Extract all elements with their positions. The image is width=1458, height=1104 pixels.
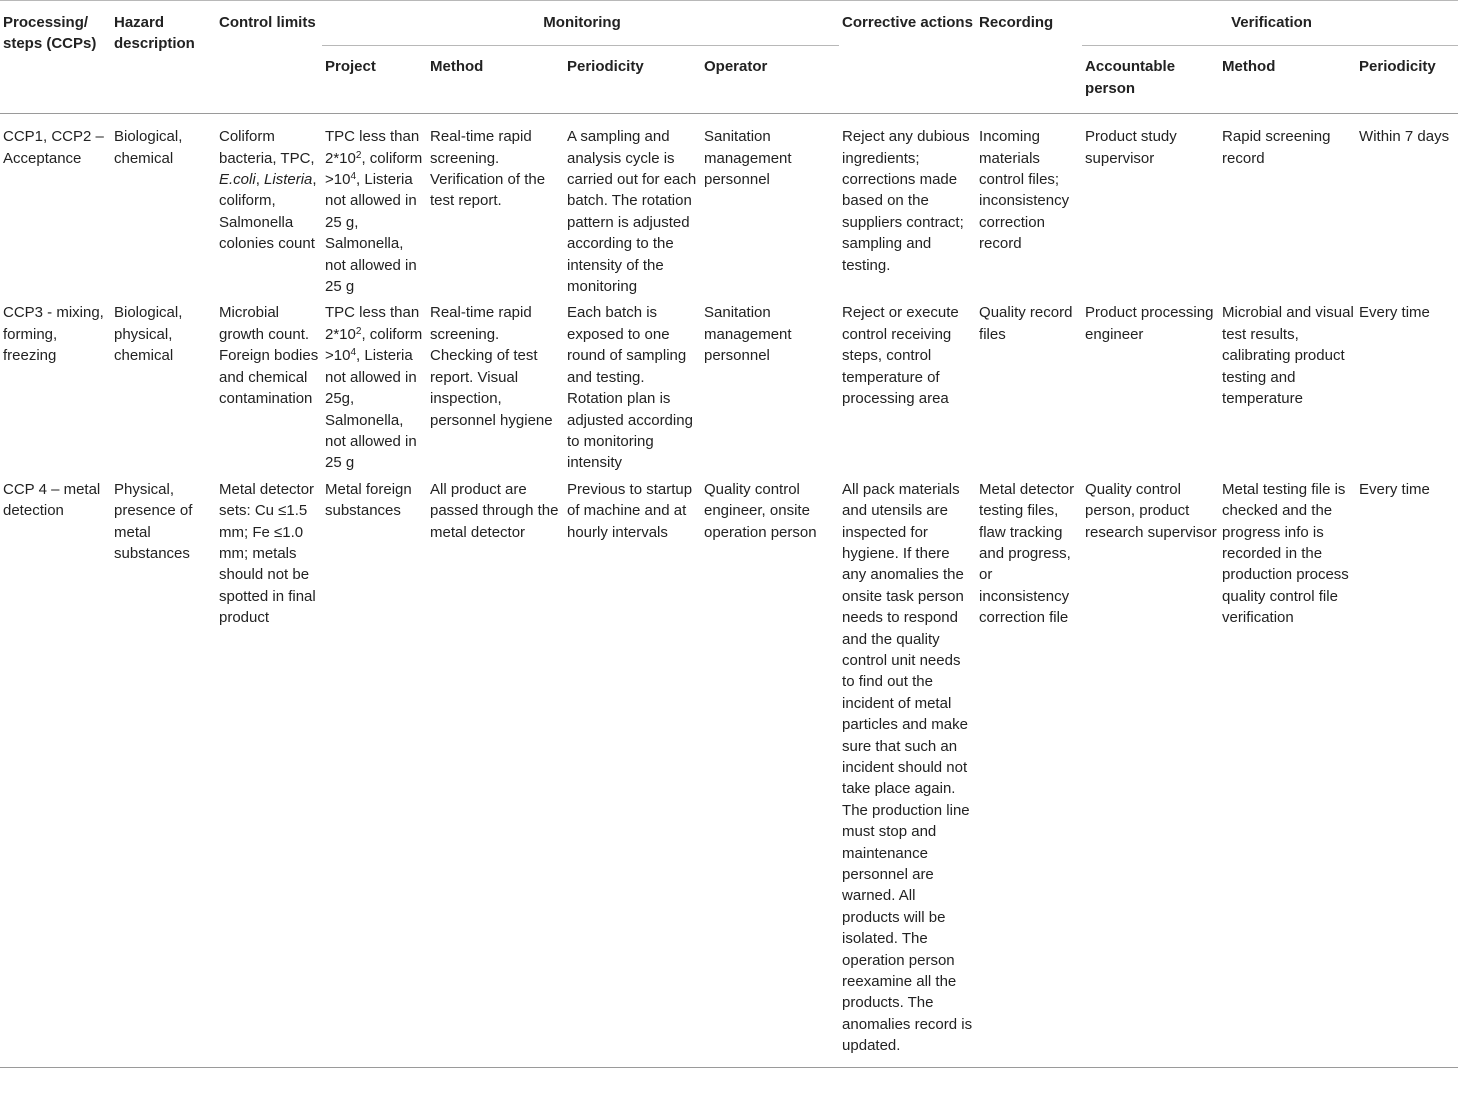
cell-verification-periodicity: Within 7 days [1359,128,1450,146]
cell-verification-periodicity: Every time [1359,480,1430,498]
cell-monitoring-project: TPC less than $2*10^2$, coliform $>10^4$, Listeria not allowed in 25 g, Salmonella, not allowed in 25 g [325,128,423,296]
cell-monitoring-periodicity: Each batch is exposed to one round of sampling and testing. Rotation plan is adjusted according to monitoring intensity [567,304,693,472]
cell-monitoring-project: Metal foreign substances [325,480,412,520]
header-corrective-actions: Corrective actions [842,14,973,31]
cell-monitoring-operator: Sanitation management personnel [704,128,792,189]
subheader-monitoring-project: Project [325,58,376,76]
subheader-verification-periodicity: Periodicity [1359,58,1436,76]
header-control-limits: Control limits [219,14,316,31]
cell-verification-method: Microbial and visual test results, calibrating product testing and temperature [1222,304,1354,408]
cell-monitoring-periodicity: A sampling and analysis cycle is carried out for each batch. The rotation pattern is adjusted according to the intensity of the monitoring [567,128,697,296]
cell-control-limits: Coliform bacteria, TPC, E.coli, Listeria, coliform, Salmonella colonies count [219,128,317,253]
cell-recording: Metal detector testing files, flaw tracking and progress, or inconsistency correction file [979,480,1075,627]
table-row [0,114,1458,299]
cell-monitoring-project: TPC less than $2*10^2$, coliform $>10^4$, Listeria not allowed in 25g, Salmonella, not allowed in 25 g [325,304,423,472]
cell-monitoring-method: All product are passed through the metal detector [430,480,559,541]
header-verification: Verification [1082,1,1458,46]
table-header [0,1,1458,114]
cell-corrective-actions: Reject any dubious ingredients; corrections made based on the suppliers contract; sampling and testing. [842,128,970,274]
cell-verification-person: Quality control person, product research supervisor [1085,480,1217,541]
cell-control-limits: Microbial growth count. Foreign bodies and chemical contamination [219,304,319,408]
cell-hazard: Biological, chemical [114,128,183,167]
cell-recording: Incoming materials control files; inconsistency correction record [979,128,1070,253]
cell-hazard: Physical, presence of metal substances [114,480,193,562]
subheader-monitoring-method: Method [430,58,484,76]
cell-monitoring-operator: Sanitation management personnel [704,304,792,365]
subheader-monitoring-periodicity: Periodicity [567,58,644,76]
header-recording: Recording [979,14,1054,31]
table-row [0,475,1458,1067]
header-hazard: Hazard description [114,14,195,53]
cell-monitoring-method: Real-time rapid screening. Checking of test report. Visual inspection, personnel hygiene [430,304,553,429]
cell-monitoring-method: Real-time rapid screening. Verification of the test report. [430,128,546,210]
subheader-verification-method: Method [1222,58,1276,76]
cell-monitoring-periodicity: Previous to startup of machine and at hourly intervals [567,480,693,541]
cell-control-limits: Metal detector sets: Cu ≤1.5 mm; Fe ≤1.0 mm; metals should not be spotted in final product [219,480,316,627]
header-processing: Processing/ steps (CCPs) [3,14,97,53]
cell-verification-method: Metal testing file is checked and the progress info is recorded in the production process quality control file verification [1222,480,1349,627]
cell-verification-person: Product processing engineer [1085,304,1214,343]
subheader-verification-person: Accountable person [1085,58,1176,97]
table-row [0,298,1458,474]
table-body [0,114,1458,1067]
cell-verification-person: Product study supervisor [1085,128,1177,167]
cell-corrective-actions: All pack materials and utensils are inspected for hygiene. If there any anomalies the onsite task person needs to respond and the quality control unit needs to find out the incident of metal particles and make sure that such an incident should not take place again. The production line must stop and maintenance personnel are warned. All products will be isolated. The operation person reexamine all the products. The anomalies record is updated. [842,480,973,1055]
cell-processing: CCP3 - mixing, forming, freezing [3,304,104,365]
cell-verification-method: Rapid screening record [1222,128,1331,167]
subheader-monitoring-operator: Operator [704,58,768,76]
cell-processing: CCP 4 – metal detection [3,480,101,520]
cell-hazard: Biological, physical, chemical [114,304,183,365]
cell-processing: CCP1, CCP2 – Acceptance [3,128,104,167]
cell-monitoring-operator: Quality control engineer, onsite operation person [704,480,817,541]
cell-verification-periodicity: Every time [1359,304,1430,322]
cell-recording: Quality record files [979,304,1073,343]
header-monitoring: Monitoring [322,1,839,46]
cell-corrective-actions: Reject or execute control receiving steps, control temperature of processing area [842,304,959,408]
